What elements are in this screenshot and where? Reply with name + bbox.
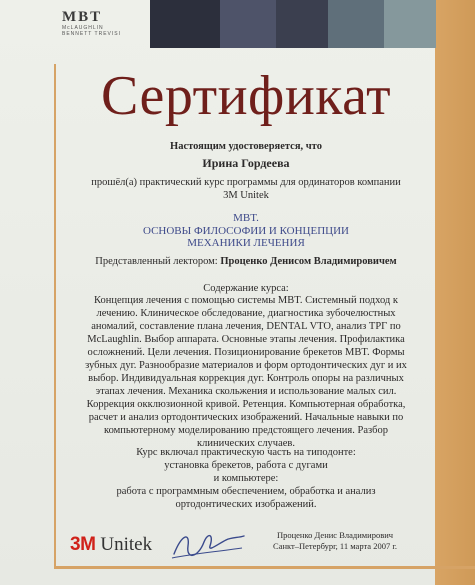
content-heading: Содержание курса: bbox=[203, 283, 289, 294]
practice-line: ортодонтических изображений. bbox=[175, 499, 317, 510]
passed-course-text bbox=[56, 176, 436, 202]
mbt-logo bbox=[62, 10, 132, 37]
mbt-logo-text: MBT bbox=[62, 9, 103, 25]
passed-line-2: 3M Unitek bbox=[223, 190, 269, 201]
lector-name: Проценко Денисом Владимировичем bbox=[220, 256, 397, 267]
content-line: этапах лечения. Механика скольжения и использование малых сил. bbox=[95, 386, 397, 397]
content-line: зубных дуг. Разнообразие материалов и форм ортодонтических дуг и их bbox=[85, 360, 407, 371]
recipient-name: Ирина Гордеева bbox=[202, 156, 290, 170]
signer-place-date: Санкт–Петербург, 11 марта 2007 г. bbox=[273, 541, 397, 551]
certificate-title: Сертификат bbox=[100, 65, 392, 127]
practice-line: работа с программным обеспечением, обработка и анализ bbox=[116, 486, 376, 497]
practice-line: и компьютере: bbox=[213, 473, 279, 484]
frame-bottom-line bbox=[56, 566, 475, 569]
content-line: компьютерному моделированию предстоящего лечения. Разбор bbox=[104, 425, 388, 436]
content-line: лечению. Клиническое обследование, диагностика зубочелюстных bbox=[96, 308, 396, 319]
course-title-line-1: MBT. bbox=[233, 212, 259, 224]
content-line: McLaughlin. Выбор аппарата. Основные этапы лечения. Профилактика bbox=[87, 334, 405, 345]
content-line: Концепция лечения с помощью системы MBT. Системный подход к bbox=[93, 295, 398, 306]
3m-logo-text: 3M bbox=[70, 534, 96, 555]
content-line: осложнений. Цели лечения. Позиционирование брекетов MBT. Формы bbox=[87, 347, 405, 358]
signer-name: Проценко Денис Владимирович bbox=[276, 530, 394, 540]
content-line: расчет и анализ ортодонтических изображений. Начальные навыки по bbox=[88, 412, 404, 423]
signature-icon bbox=[168, 524, 248, 564]
practice-line: установка брекетов, работа с дугами bbox=[164, 460, 328, 471]
mbt-logo-subtext: McLAUGHLIN BENNETT TREVISI bbox=[62, 25, 121, 37]
lector-prefix: Представленный лектором: bbox=[95, 256, 218, 267]
content-line: аномалий, составление плана лечения, DENTAL VTO, анализ ТРГ по bbox=[91, 321, 401, 332]
lector-line bbox=[56, 255, 436, 268]
practice-section bbox=[56, 446, 436, 511]
3m-unitek-logo bbox=[70, 534, 152, 556]
certifies-line: Настоящим удостоверяется, что bbox=[170, 141, 322, 152]
content-line: выбор. Индивидуальная коррекция дуг. Контроль опоры на различных bbox=[88, 373, 404, 384]
course-title bbox=[56, 212, 436, 250]
passed-line-1: прошёл(а) практический курс программы для ординаторов компании bbox=[91, 177, 401, 188]
course-content bbox=[60, 294, 432, 450]
practice-line: Курс включал практическую часть на типодонте: bbox=[136, 447, 356, 458]
content-line: клинических случаев. bbox=[197, 438, 295, 449]
signer-block bbox=[250, 530, 420, 552]
unitek-logo-text: Unitek bbox=[100, 534, 153, 555]
course-title-line-3: МЕХАНИКИ ЛЕЧЕНИЯ bbox=[187, 237, 305, 249]
header-image-band bbox=[150, 0, 436, 48]
content-line: Коррекция окклюзионной кривой. Ретенция. Компьютерная обработка, bbox=[86, 399, 406, 410]
course-title-line-2: ОСНОВЫ ФИЛОСОФИИ И КОНЦЕПЦИИ bbox=[143, 224, 349, 237]
frame-right-border bbox=[435, 0, 475, 585]
